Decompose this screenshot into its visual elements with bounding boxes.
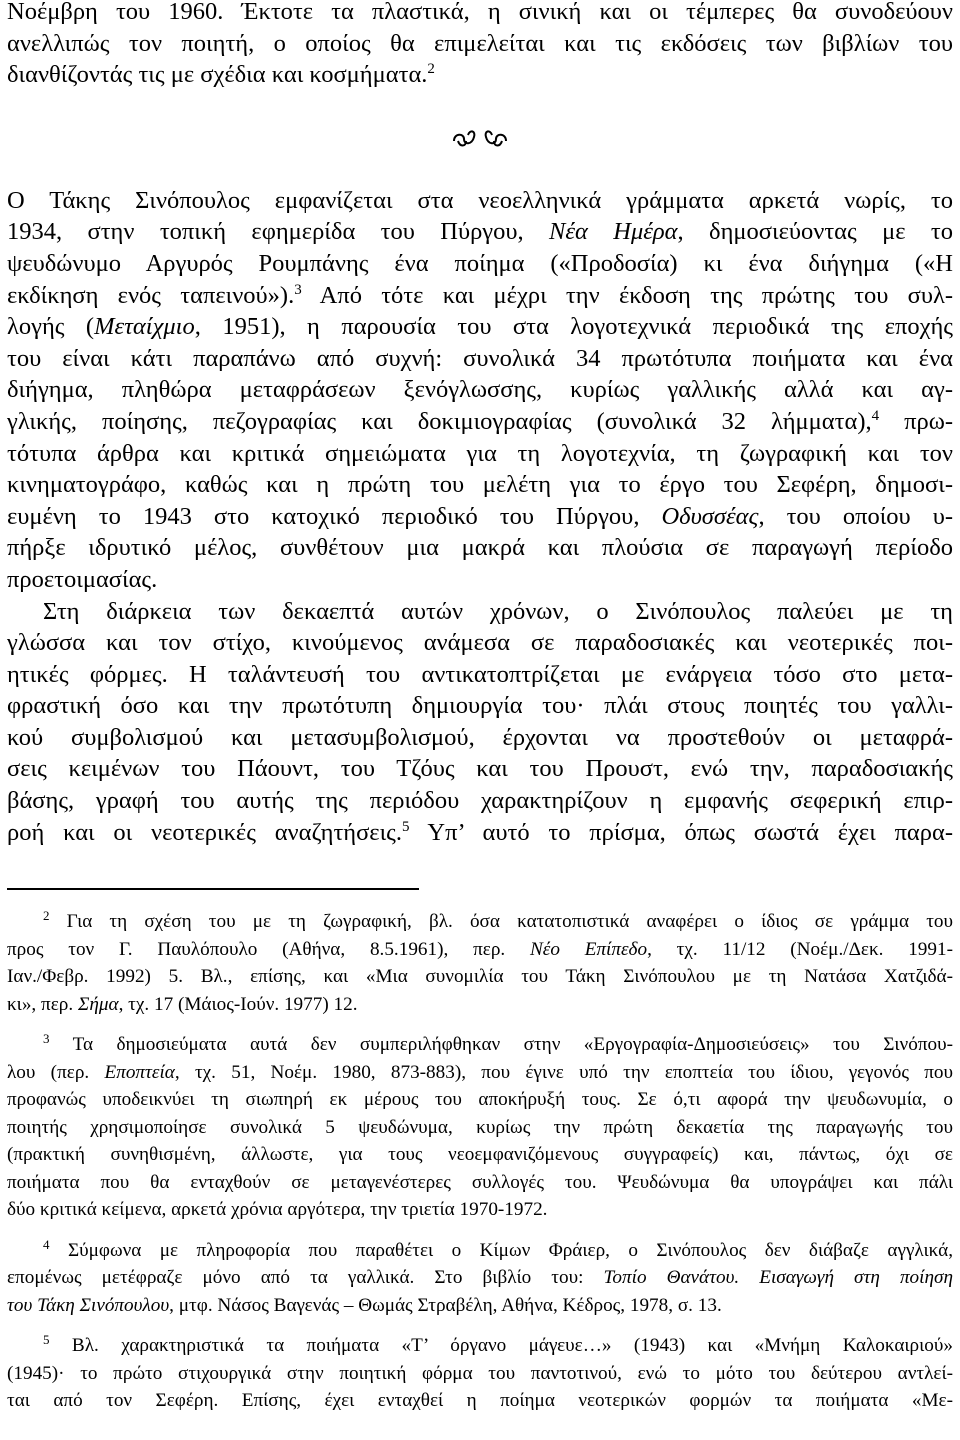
text-line: προετοιμασίας. [7, 565, 158, 593]
text-line [7, 311, 953, 343]
footnote-ref[interactable]: 4 [871, 407, 880, 424]
footnote-line [7, 1031, 953, 1059]
ornament-glyph-icon [450, 127, 510, 151]
text-line [7, 216, 953, 248]
footnote-line [7, 991, 953, 1019]
text-fragment: λογής ( [7, 313, 95, 341]
footnote-line [7, 908, 953, 936]
text-line [7, 406, 953, 438]
text-line: γλώσσα και τον στίχο, κινούμενος ανάμεσα σε παραδοσιακές και νεοτερικές ποι- [7, 629, 953, 657]
text-line: σεις κειμένων του Πάουντ, του Τζόυς και του Προυστ, ενώ την, παραδοσιακής [7, 755, 953, 783]
text-line: πήρξε ιδρυτικό μέλος, συνθέτουν μια μακρά και πλούσια σε παραγωγή περίοδο [7, 534, 953, 562]
text-fragment: προς τον Γ. Παυλόπουλο (Αθήνα, 8.5.1961), περ. [7, 938, 506, 960]
footnote-line: δύο κριτικά κείμενα, αρκετά χρόνια αργότερα, την τριετία 1970-1972. [7, 1199, 548, 1221]
italic-title: του Τάκη Σινόπουλου [7, 1294, 170, 1316]
text-line: ανελλιπώς τον ποιητή, ο οποίος θα επιμελείται και τις εκδόσεις των βιβλίων του [7, 29, 953, 57]
footnote-line: ποιήματα που θα ενταχθούν σε μεταγενέστερες συλλογές του. Ψευδώνυμα θα υπογράψει και πάλι [7, 1171, 953, 1193]
text-line: κού συμβολισμού και μετασυμβολισμού, έρχονται να προστεθούν οι μεταφρά- [7, 723, 953, 751]
document-page [7, 0, 953, 1415]
main-text [7, 0, 953, 848]
italic-title: Σήμα [77, 993, 119, 1015]
footnote-line: (1945)· το πρώτο στιχουργικά στην ποιητική φόρμα του παντοτινού, ενώ το μότο του δεύτερου αντλεί- [7, 1362, 953, 1384]
section-ornament [7, 91, 953, 185]
text-line: ητικές φόρμες. Η ταλάντευσή του αντικατοπτρίζεται με ενάργεια τόσο στο μετα- [7, 660, 953, 688]
text-fragment: πρω- [879, 407, 953, 435]
italic-title: Τοπίο Θανάτου. Εισαγωγή στη ποίηση [603, 1267, 953, 1289]
text-fragment: εκδίκηση ενός ταπεινού»). [7, 281, 295, 309]
text-fragment: διανθίζοντάς τις με σχέδια και κοσμήματα. [7, 61, 428, 89]
italic-title: Οδυσσέας [661, 502, 759, 530]
footnotes [7, 908, 953, 1415]
footnote-number: 5 [43, 1332, 50, 1348]
footnote-gap [7, 1319, 953, 1332]
text-fragment: Για τη σχέση του με τη ζωγραφική, βλ. όσα κατατοπιστικά αναφέρει ο ίδιος σε γράμμα του [66, 911, 954, 933]
footnote-number: 4 [43, 1236, 50, 1252]
text-fragment: , δημοσιεύοντας με το [677, 218, 953, 246]
footnote-line: ποιητής χρησιμοποίησε συνολικά 5 ψευδώνυμα, κυρίως την πρώτη δεκαετία της παραγωγής του [7, 1116, 953, 1138]
text-fragment: Τα δημοσιεύματα αυτά δεν συμπεριλήφθηκαν στην «Εργογραφία-Δημοσιεύσεις» του Σινόπου- [72, 1034, 953, 1056]
footnote-line [7, 1264, 953, 1292]
text-fragment: Υπ’ αυτό το πρίσμα, όπως σωστά έχει παρα- [409, 818, 953, 846]
text-fragment: λου (περ. [7, 1061, 90, 1083]
text-fragment: Από τότε και μέχρι την έκδοση της πρώτης του συλ- [301, 281, 953, 309]
text-fragment: κι», περ. [7, 993, 74, 1015]
text-fragment: επομένως μετέφραζε μόνο από τα γαλλικά. Στο βιβλίο του: [7, 1267, 584, 1289]
text-fragment: Βλ. χαρακτηριστικά τα ποιήματα «Τ’ όργανο μάγευε…» (1943) και «Μνήμη Καλοκαιριού» [71, 1335, 953, 1357]
footnote-line: ται από τον Σεφέρη. Επίσης, έχει ενταχθεί η ποίημα νεοτερικών φορμών τα ποιήματα «Με- [7, 1390, 953, 1412]
text-fragment: , τχ. 17 (Μάιος-Ιούν. 1977) 12. [118, 993, 358, 1015]
text-line: Νοέμβρη του 1960. Έκτοτε τα πλαστικά, η σινική και οι τέμπερες θα συνοδεύουν [7, 0, 953, 25]
text-line [7, 280, 953, 312]
footnote-ref[interactable]: 2 [427, 61, 435, 78]
text-line: τότυπα άρθρα και κριτικά σημειώματα για τη λογοτεχνία, τη ζωγραφική και τον [7, 439, 953, 467]
text-line: ψευδώνυμο Αργυρός Ρουμπάνης ένα ποίημα («Προδοσία) κι ένα διήγημα («Η [7, 249, 953, 277]
text-line: διήγημα, πληθώρα μεταφράσεων ξενόγλωσσης, κυρίως γαλλικής αλλά και αγ- [7, 376, 953, 404]
footnote-line: προφανώς υποδεικνύει τη σιωπηρή εκ μέρους του αποκήρυξή τους. Σε ό,τι αφορά την ψευδωνυμία, ο [7, 1089, 953, 1111]
text-line [7, 817, 953, 849]
text-fragment: Σύμφωνα με πληροφορία που παραθέτει ο Κίμων Φράιερ, ο Σινόπουλος δεν διάβαζε αγγλικά, [67, 1239, 953, 1261]
text-line [7, 501, 953, 533]
text-line: φραστική όσο και την πρωτότυπη δημιουργία του· πλάι στους ποιητές του γαλλι- [7, 692, 953, 720]
footnote-line: Ιαν./Φεβρ. 1992) 5. Βλ., επίσης, και «Μια συνομιλία του Τάκη Σινόπουλου με τη Νατάσα Χατζιδά- [7, 966, 953, 988]
footnote-number: 3 [43, 1031, 50, 1047]
footnote-line [7, 1332, 953, 1360]
text-line: Στη διάρκεια των δεκαεπτά αυτών χρόνων, ο Σινόπουλος παλεύει με τη [43, 597, 953, 625]
italic-title: Μεταίχμιο [94, 313, 195, 341]
footnote-line [7, 936, 953, 964]
footnote-line [7, 1292, 953, 1320]
text-fragment: γλικής, ποίησης, πεζογραφίας και δοκιμιογραφίας (συνολικά 32 λήμματα), [7, 407, 872, 435]
footnote-line [7, 1059, 953, 1087]
italic-title: Νέα Ημέρα [549, 218, 678, 246]
italic-title: Νέο Επίπεδο [529, 938, 648, 960]
text-line: βάσης, γραφή του αυτής της περιόδου χαρακτηρίζουν η εμφανής σεφερική επιρ- [7, 787, 953, 815]
text-fragment: , 1951), η παρουσία του στα λογοτεχνικά περιοδικά της εποχής [194, 313, 953, 341]
footnote-number: 2 [43, 908, 50, 924]
text-fragment: , τχ. 11/12 (Νοέμ./Δεκ. 1991- [647, 938, 953, 960]
text-line: Ο Τάκης Σινόπουλος εμφανίζεται στα νεοελληνικά γράμματα αρκετά νωρίς, το [7, 186, 953, 214]
footnote-gap [7, 1018, 953, 1031]
footnote-ref[interactable]: 3 [294, 281, 302, 298]
text-fragment: , μτφ. Νάσος Βαγενάς – Θωμάς Στραβέλη, Αθήνα, Κέδρος, 1978, σ. 13. [169, 1294, 722, 1316]
text-fragment: , του οποίου υ- [758, 502, 954, 530]
text-fragment: ευμένη το 1943 στο κατοχικό περιοδικό του Πύργου, [7, 502, 640, 530]
footnote-separator [7, 888, 419, 890]
text-fragment: ροή και οι νεοτερικές αναζητήσεις. [7, 818, 403, 846]
italic-title: Εποπτεία [104, 1061, 175, 1083]
text-line: κινηματογράφο, καθώς και η πρώτη του μελέτη για το έργο του Σεφέρη, δημοσι- [7, 471, 953, 499]
footnote-line: (πρακτική συνηθισμένη, άλλωστε, για τους νεοεμφανιζόμενους συγγραφείς) και, πάντως, όχι σε [7, 1144, 953, 1166]
text-fragment: 1934, στην τοπική εφημερίδα του Πύργου, [7, 218, 524, 246]
text-line [7, 59, 953, 91]
footnote-line [7, 1237, 953, 1265]
footnote-gap [7, 1224, 953, 1237]
footnote-ref[interactable]: 5 [402, 818, 410, 835]
text-line: του είναι κάτι παραπάνω από συχνή: συνολικά 34 πρωτότυπα ποιήματα και ένα [7, 344, 953, 372]
text-fragment: , τχ. 51, Νοέμ. 1980, 873-883), που έγινε υπό την εποπτεία του ίδιου, γεγονός που [174, 1061, 954, 1083]
